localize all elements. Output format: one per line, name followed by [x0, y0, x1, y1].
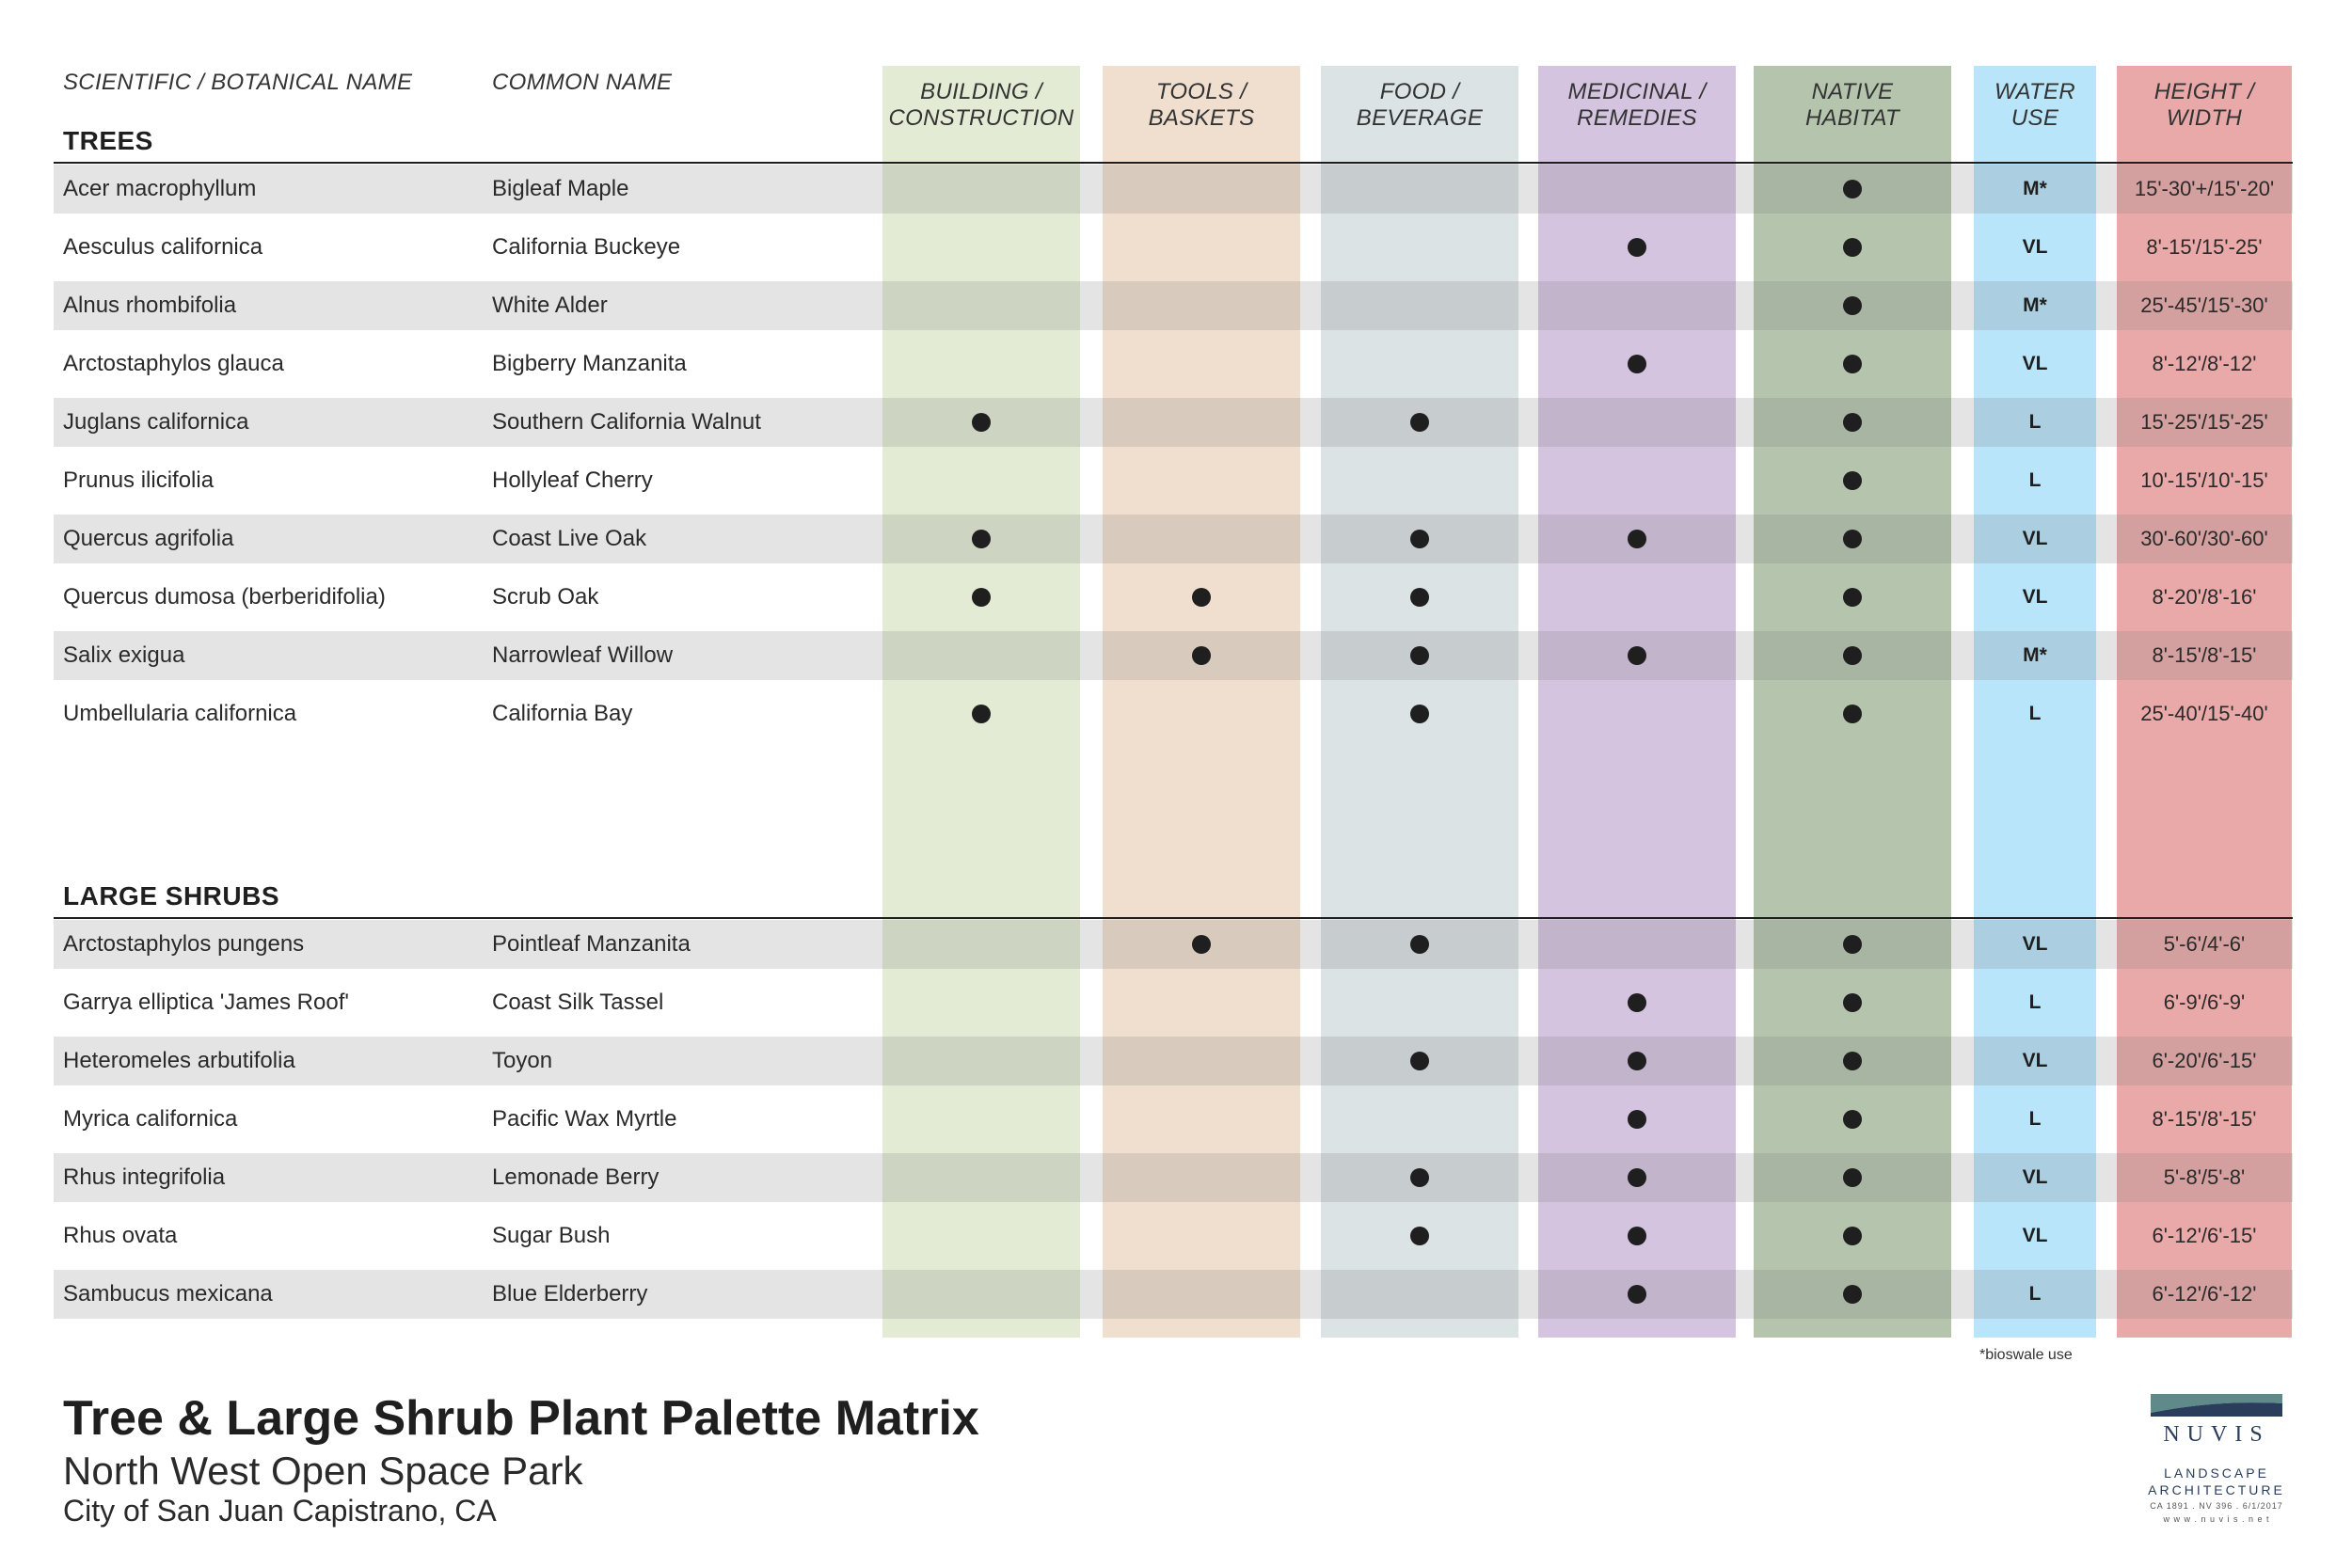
use-marker-dot — [1628, 530, 1646, 548]
column-header — [1321, 79, 1518, 132]
scientific-name: Rhus ovata — [63, 1223, 178, 1248]
use-marker-dot — [1410, 935, 1429, 954]
water-use-value: VL — [2022, 236, 2048, 258]
height-width-value: 25'-45'/15'-30' — [2140, 293, 2268, 317]
water-use-value: L — [2028, 1283, 2042, 1305]
column-header-line2: BASKETS — [1148, 105, 1255, 131]
water-use-value: L — [2028, 469, 2042, 491]
water-use-value: VL — [2022, 586, 2048, 608]
scientific-name-header: SCIENTIFIC / BOTANICAL NAME — [63, 70, 413, 95]
footnote: *bioswale use — [1979, 1347, 2073, 1363]
scientific-name: Salix exigua — [63, 642, 185, 668]
page-subtitle: North West Open Space Park — [63, 1449, 583, 1493]
common-name: Toyon — [492, 1048, 553, 1073]
use-marker-dot — [972, 530, 991, 548]
use-marker-dot — [1843, 935, 1862, 954]
common-name: California Buckeye — [492, 234, 681, 260]
common-name: Hollyleaf Cherry — [492, 467, 653, 493]
table-row — [54, 223, 2293, 272]
use-marker-dot — [1843, 646, 1862, 665]
use-marker-dot — [1410, 646, 1429, 665]
use-marker-dot — [1843, 705, 1862, 723]
height-width-value: 8'-15'/15'-25' — [2146, 235, 2263, 259]
column-header-line1: TOOLS / — [1155, 79, 1248, 104]
scientific-name: Sambucus mexicana — [63, 1281, 273, 1307]
table-row — [54, 340, 2293, 388]
use-marker-dot — [1843, 1110, 1862, 1129]
common-name: Coast Silk Tassel — [492, 990, 664, 1015]
table-row — [54, 1270, 2293, 1319]
use-marker-dot — [972, 705, 991, 723]
water-use-value: L — [2028, 411, 2042, 433]
column-header — [1754, 79, 1951, 132]
scientific-name: Juglans californica — [63, 409, 249, 435]
scientific-name: Myrica californica — [63, 1106, 238, 1132]
scientific-name: Heteromeles arbutifolia — [63, 1048, 295, 1073]
table-row — [54, 165, 2293, 214]
column-header-line1: FOOD / — [1379, 79, 1460, 104]
logo-mark-icon — [2122, 1390, 2311, 1424]
use-marker-dot — [1410, 1168, 1429, 1187]
common-name: Pointleaf Manzanita — [492, 931, 691, 957]
use-marker-dot — [1843, 355, 1862, 373]
section-divider — [54, 917, 2293, 919]
table-row — [54, 456, 2293, 505]
common-name: Blue Elderberry — [492, 1281, 648, 1307]
use-marker-dot — [1628, 1168, 1646, 1187]
table-row — [54, 920, 2293, 969]
use-marker-dot — [1628, 238, 1646, 257]
use-marker-dot — [1628, 1227, 1646, 1245]
use-marker-dot — [1192, 646, 1211, 665]
use-marker-dot — [972, 588, 991, 607]
height-width-value: 8'-20'/8'-16' — [2152, 585, 2257, 609]
nuvis-logo — [2122, 1390, 2311, 1531]
height-width-value: 15'-30'+/15'-20' — [2134, 177, 2275, 200]
use-marker-dot — [1628, 646, 1646, 665]
logo-line1: LANDSCAPE — [2164, 1465, 2269, 1481]
column-header-line2: HABITAT — [1805, 105, 1899, 131]
height-width-value: 5'-8'/5'-8' — [2163, 1165, 2246, 1189]
table-row — [54, 1153, 2293, 1202]
use-marker-dot — [1410, 588, 1429, 607]
table-row — [54, 1037, 2293, 1085]
height-width-value: 10'-15'/10'-15' — [2140, 468, 2268, 492]
column-header — [1538, 79, 1736, 132]
table-row — [54, 281, 2293, 330]
use-marker-dot — [1843, 1168, 1862, 1187]
scientific-name: Umbellularia californica — [63, 701, 297, 726]
height-width-value: 8'-15'/8'-15' — [2152, 1107, 2257, 1131]
scientific-name: Arctostaphylos glauca — [63, 351, 284, 376]
column-header-line1: WATER — [1994, 79, 2075, 104]
scientific-name: Rhus integrifolia — [63, 1164, 226, 1190]
use-marker-dot — [1843, 530, 1862, 548]
use-marker-dot — [1628, 993, 1646, 1012]
water-use-value: M* — [2023, 644, 2047, 666]
use-marker-dot — [1843, 1285, 1862, 1304]
water-use-value: VL — [2022, 353, 2048, 374]
use-marker-dot — [1843, 238, 1862, 257]
column-header-line2: USE — [2010, 105, 2059, 131]
table-row — [54, 1095, 2293, 1144]
column-header-line2: BEVERAGE — [1356, 105, 1484, 131]
height-width-value: 30'-60'/30'-60' — [2140, 527, 2268, 550]
water-use-value: L — [2028, 991, 2042, 1013]
use-marker-dot — [1192, 588, 1211, 607]
section-divider — [54, 162, 2293, 164]
use-marker-dot — [1843, 588, 1862, 607]
scientific-name: Alnus rhombifolia — [63, 293, 237, 318]
use-marker-dot — [1843, 993, 1862, 1012]
column-header — [882, 79, 1080, 132]
use-marker-dot — [1192, 935, 1211, 954]
water-use-value: VL — [2022, 1166, 2048, 1188]
logo-name: NUVIS — [2163, 1422, 2270, 1447]
common-name-header: COMMON NAME — [492, 70, 673, 95]
height-width-value: 5'-6'/4'-6' — [2163, 932, 2246, 956]
height-width-value: 6'-20'/6'-15' — [2152, 1049, 2257, 1072]
use-marker-dot — [1410, 413, 1429, 432]
water-use-value: M* — [2023, 294, 2047, 316]
use-marker-dot — [1843, 1227, 1862, 1245]
table-row — [54, 1212, 2293, 1260]
common-name: Bigberry Manzanita — [492, 351, 687, 376]
common-name: Narrowleaf Willow — [492, 642, 674, 668]
use-marker-dot — [1628, 355, 1646, 373]
use-marker-dot — [1843, 471, 1862, 490]
scientific-name: Garrya elliptica 'James Roof' — [63, 990, 349, 1015]
use-marker-dot — [1410, 530, 1429, 548]
logo-web: w w w . n u v i s . n e t — [2163, 1514, 2270, 1524]
column-header-line1: HEIGHT / — [2153, 79, 2255, 104]
use-marker-dot — [1410, 705, 1429, 723]
common-name: White Alder — [492, 293, 608, 318]
water-use-value: M* — [2023, 178, 2047, 199]
table-row — [54, 515, 2293, 563]
height-width-value: 6'-9'/6'-9' — [2163, 990, 2246, 1014]
scientific-name: Aesculus californica — [63, 234, 263, 260]
height-width-value: 6'-12'/6'-15' — [2152, 1224, 2257, 1247]
height-width-value: 8'-15'/8'-15' — [2152, 643, 2257, 667]
common-name: Scrub Oak — [492, 584, 599, 610]
table-row — [54, 689, 2293, 738]
section-title: TREES — [63, 126, 153, 155]
common-name: Lemonade Berry — [492, 1164, 660, 1190]
height-width-value: 15'-25'/15'-25' — [2140, 410, 2268, 434]
section-title: LARGE SHRUBS — [63, 881, 280, 911]
column-header — [2117, 79, 2292, 132]
height-width-value: 25'-40'/15'-40' — [2140, 702, 2268, 725]
common-name: Coast Live Oak — [492, 526, 647, 551]
water-use-value: L — [2028, 1108, 2042, 1130]
scientific-name: Acer macrophyllum — [63, 176, 257, 201]
table-row — [54, 573, 2293, 622]
column-header — [1103, 79, 1300, 132]
use-marker-dot — [1843, 180, 1862, 198]
scientific-name: Arctostaphylos pungens — [63, 931, 305, 957]
use-marker-dot — [1843, 413, 1862, 432]
use-marker-dot — [1410, 1227, 1429, 1245]
use-marker-dot — [1628, 1052, 1646, 1070]
table-row — [54, 978, 2293, 1027]
common-name: Southern California Walnut — [492, 409, 761, 435]
water-use-value: VL — [2022, 1225, 2048, 1246]
page-title: Tree & Large Shrub Plant Palette Matrix — [63, 1391, 979, 1446]
use-marker-dot — [1628, 1110, 1646, 1129]
scientific-name: Quercus dumosa (berberidifolia) — [63, 584, 386, 610]
use-marker-dot — [1843, 1052, 1862, 1070]
height-width-value: 8'-12'/8'-12' — [2152, 352, 2257, 375]
common-name: Pacific Wax Myrtle — [492, 1106, 677, 1132]
water-use-value: VL — [2022, 933, 2048, 955]
use-marker-dot — [1843, 296, 1862, 315]
logo-line2: ARCHITECTURE — [2148, 1482, 2285, 1497]
water-use-value: VL — [2022, 528, 2048, 549]
logo-license: CA 1891 . NV 396 . 6/1/2017 — [2150, 1501, 2283, 1511]
common-name: Sugar Bush — [492, 1223, 611, 1248]
column-header-line1: NATIVE — [1811, 79, 1894, 104]
use-marker-dot — [1628, 1285, 1646, 1304]
scientific-name: Quercus agrifolia — [63, 526, 234, 551]
column-header — [1974, 79, 2096, 132]
page-location: City of San Juan Capistrano, CA — [63, 1494, 497, 1528]
table-row — [54, 631, 2293, 680]
common-name: California Bay — [492, 701, 633, 726]
use-marker-dot — [1410, 1052, 1429, 1070]
column-header-line1: BUILDING / — [920, 79, 1042, 104]
use-marker-dot — [972, 413, 991, 432]
column-header-line2: WIDTH — [2166, 105, 2243, 131]
height-width-value: 6'-12'/6'-12' — [2152, 1282, 2257, 1306]
water-use-value: VL — [2022, 1050, 2048, 1071]
column-header-line2: REMEDIES — [1577, 105, 1697, 131]
common-name: Bigleaf Maple — [492, 176, 629, 201]
water-use-value: L — [2028, 703, 2042, 724]
column-header-line1: MEDICINAL / — [1567, 79, 1707, 104]
column-header-line2: CONSTRUCTION — [888, 105, 1074, 131]
table-row — [54, 398, 2293, 447]
scientific-name: Prunus ilicifolia — [63, 467, 215, 493]
